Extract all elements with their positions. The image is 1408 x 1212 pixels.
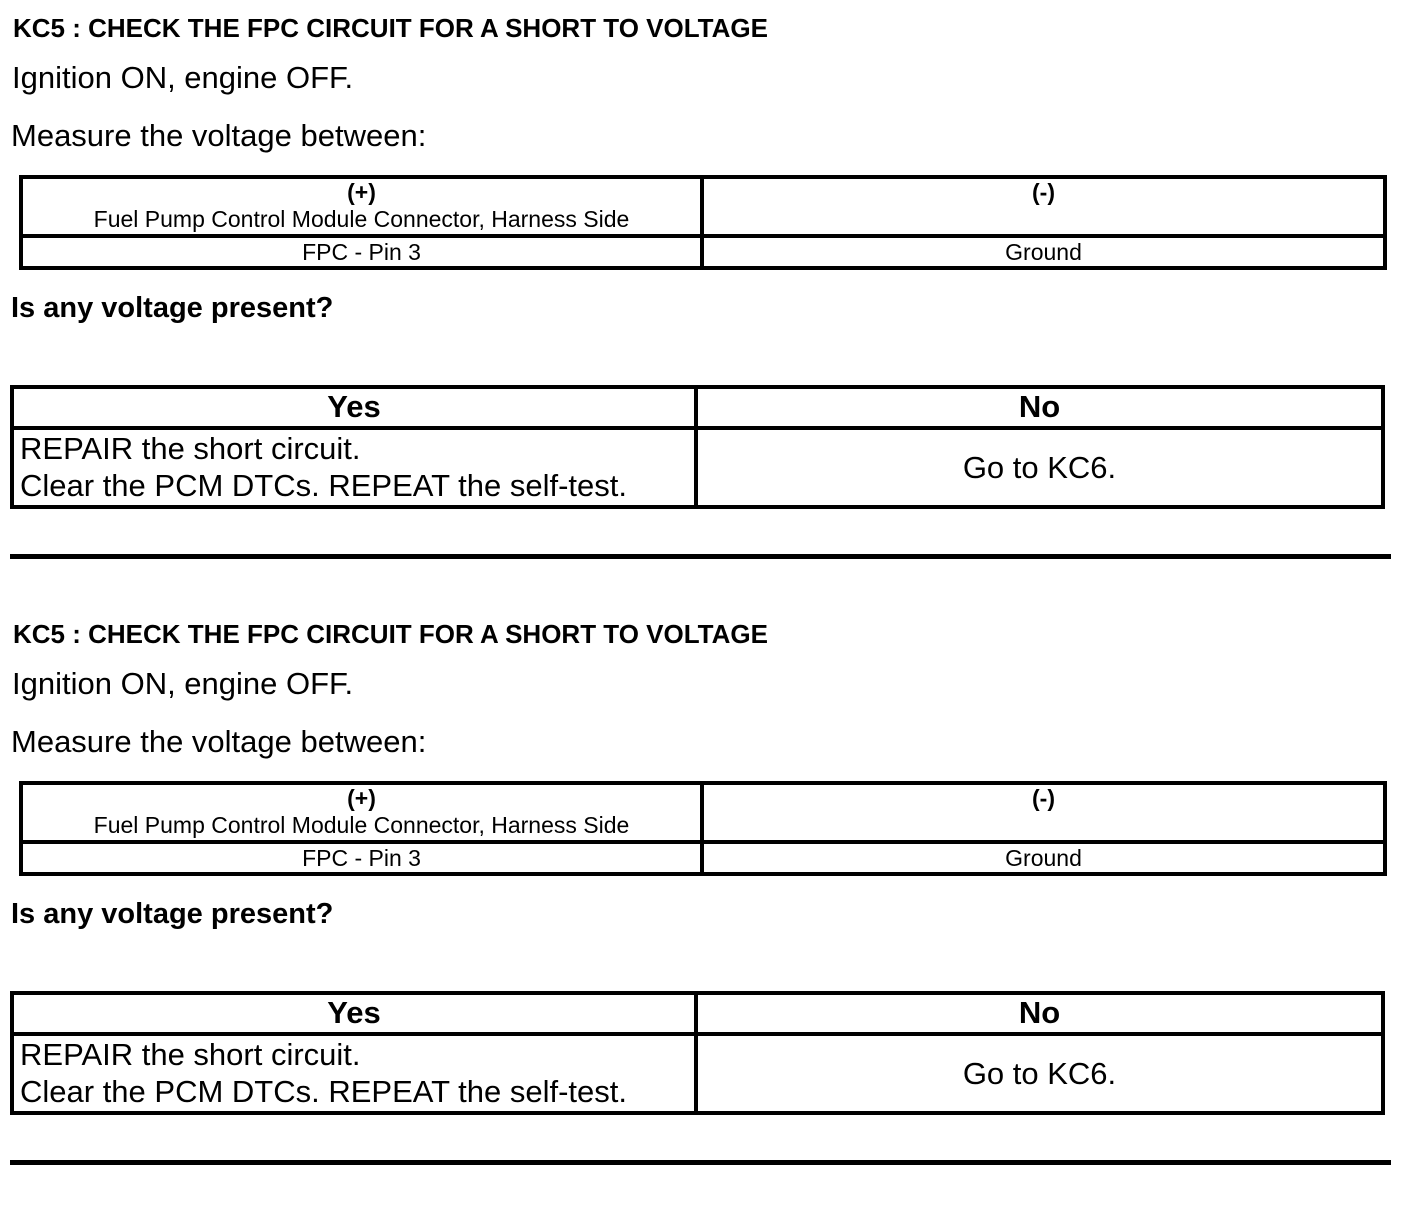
negative-header-cell (702, 177, 1385, 236)
step-condition: Ignition ON, engine OFF. (12, 60, 354, 95)
positive-location: Fuel Pump Control Module Connector, Harness Side (93, 206, 630, 232)
no-action: Go to KC6. (696, 1034, 1383, 1113)
yes-header: Yes (12, 387, 696, 428)
result-table (10, 991, 1385, 1115)
positive-sign: (+) (347, 179, 376, 205)
result-header-row (12, 993, 1383, 1034)
section-divider (10, 554, 1391, 559)
positive-point: FPC - Pin 3 (21, 236, 702, 268)
positive-sign: (+) (347, 785, 376, 811)
step-heading: KC5 : CHECK THE FPC CIRCUIT FOR A SHORT TO VOLTAGE (13, 619, 768, 649)
negative-point: Ground (702, 236, 1385, 268)
measurement-value-row (21, 236, 1385, 268)
yes-action-cell (12, 1034, 696, 1113)
positive-point: FPC - Pin 3 (21, 842, 702, 874)
no-header: No (696, 387, 1383, 428)
yes-action-line: Clear the PCM DTCs. REPEAT the self-test. (20, 1073, 627, 1109)
step-instruction: Measure the voltage between: (11, 724, 427, 759)
positive-location: Fuel Pump Control Module Connector, Harness Side (93, 812, 630, 838)
positive-header-cell (21, 177, 702, 236)
yes-action-cell (12, 428, 696, 507)
result-body-row (12, 1034, 1383, 1113)
measurement-value-row (21, 842, 1385, 874)
step-question: Is any voltage present? (11, 292, 334, 324)
yes-action-line: REPAIR the short circuit. (20, 430, 361, 466)
step-condition: Ignition ON, engine OFF. (12, 666, 354, 701)
step-question: Is any voltage present? (11, 898, 334, 930)
positive-header-cell (21, 783, 702, 842)
measurement-table (19, 781, 1387, 876)
measurement-header-row (21, 783, 1385, 842)
negative-sign: (-) (1032, 785, 1055, 811)
measurement-header-row (21, 177, 1385, 236)
negative-sign: (-) (1032, 179, 1055, 205)
result-table (10, 385, 1385, 509)
step-instruction: Measure the voltage between: (11, 118, 427, 153)
diagnostic-step-2 (0, 606, 1408, 1212)
yes-header: Yes (12, 993, 696, 1034)
negative-point: Ground (702, 842, 1385, 874)
section-divider (10, 1160, 1391, 1165)
result-header-row (12, 387, 1383, 428)
no-header: No (696, 993, 1383, 1034)
no-action: Go to KC6. (696, 428, 1383, 507)
step-heading: KC5 : CHECK THE FPC CIRCUIT FOR A SHORT TO VOLTAGE (13, 13, 768, 43)
negative-header-cell (702, 783, 1385, 842)
result-body-row (12, 428, 1383, 507)
yes-action-line: Clear the PCM DTCs. REPEAT the self-test. (20, 467, 627, 503)
measurement-table (19, 175, 1387, 270)
yes-action-line: REPAIR the short circuit. (20, 1036, 361, 1072)
